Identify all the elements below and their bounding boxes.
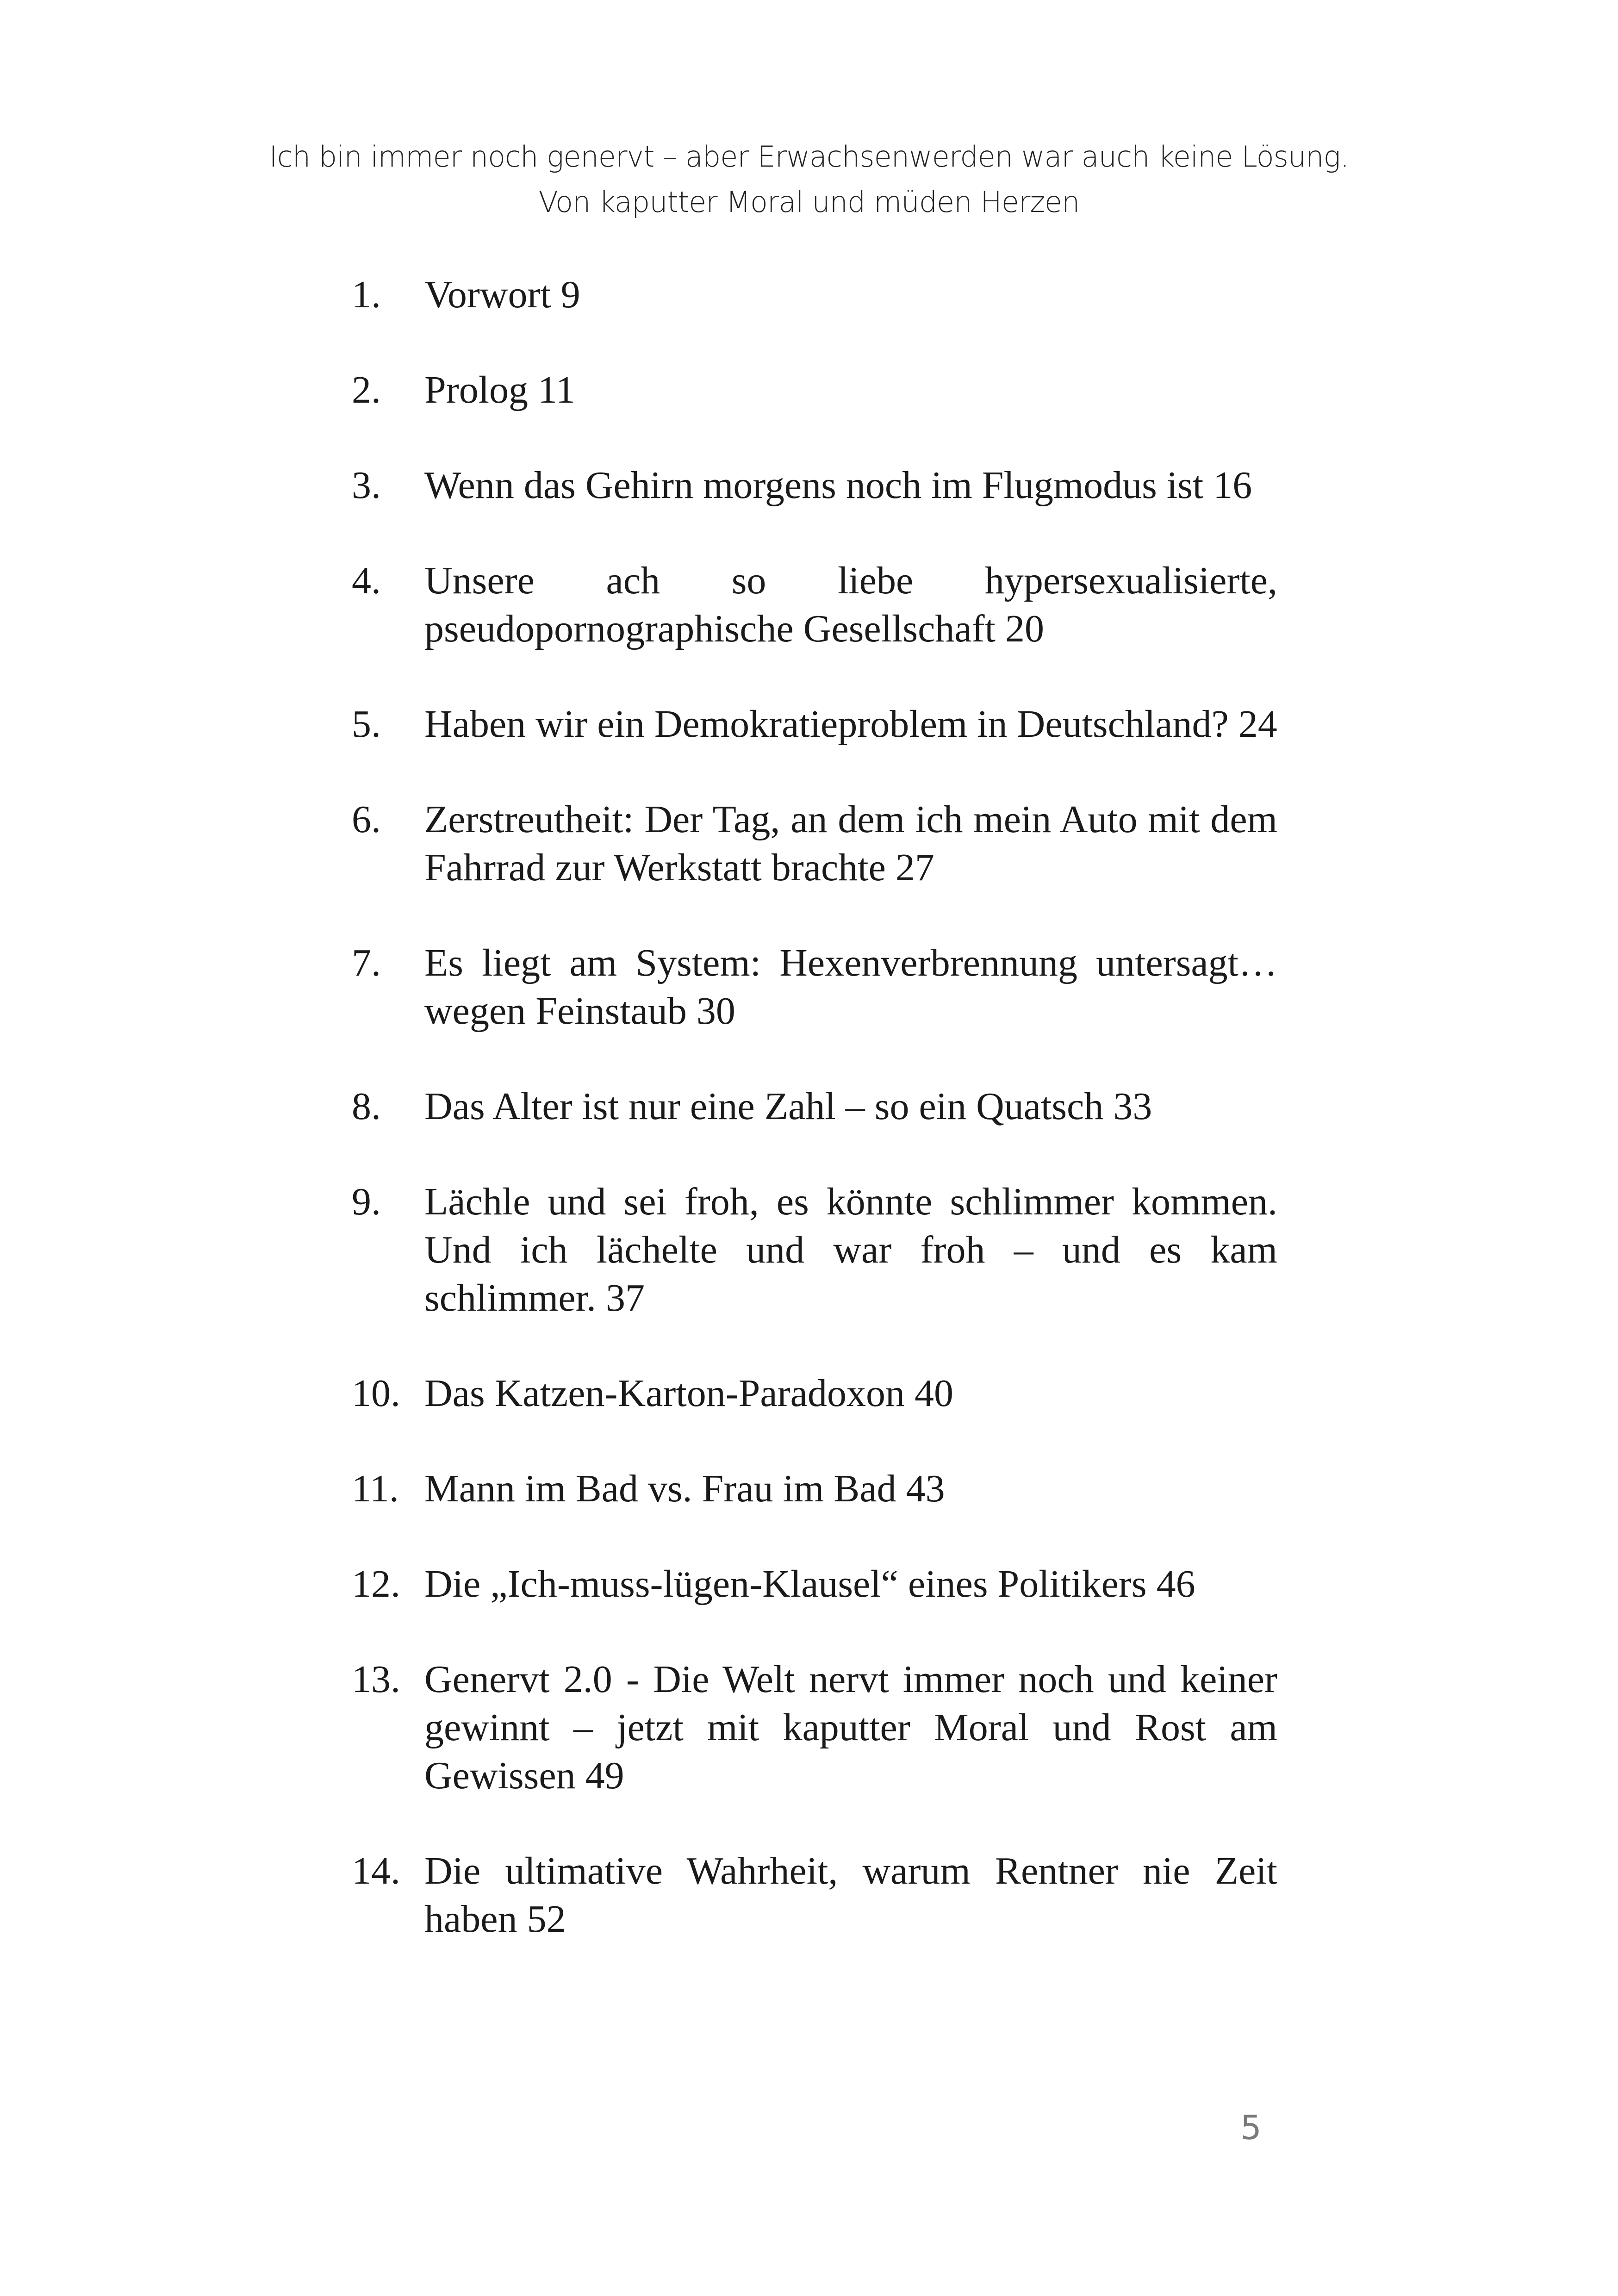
toc-item-title: Lächle und sei froh, es könnte schlimmer kommen. Und ich lächelte und war froh – und es kam schlimmer. 37 xyxy=(424,1180,1277,1319)
toc-item-number: 7. xyxy=(352,941,381,984)
toc-item-title: Zerstreutheit: Der Tag, an dem ich mein Auto mit dem Fahrrad zur Werkstatt brachte 27 xyxy=(424,798,1277,889)
toc-item-number: 6. xyxy=(352,798,381,841)
toc-item xyxy=(352,557,1277,653)
toc-item-number: 1. xyxy=(352,273,381,316)
toc-item-title: Genervt 2.0 - Die Welt nervt immer noch und keiner gewinnt – jetzt mit kaputter Moral und Rost am Gewissen 49 xyxy=(424,1658,1277,1797)
toc-item xyxy=(352,1178,1277,1322)
toc-item xyxy=(352,1369,1277,1418)
toc-item-title: Die ultimative Wahrheit, warum Rentner nie Zeit haben 52 xyxy=(424,1849,1277,1941)
toc-item xyxy=(352,939,1277,1035)
toc-item-number: 9. xyxy=(352,1180,381,1223)
toc-item-title: Das Alter ist nur eine Zahl – so ein Quatsch 33 xyxy=(424,1085,1152,1128)
running-header xyxy=(0,134,1618,225)
toc-item xyxy=(352,461,1277,510)
toc-item xyxy=(352,796,1277,892)
toc-item-title: Die „Ich-muss-lügen-Klausel“ eines Politikers 46 xyxy=(424,1562,1195,1605)
header-title-line: Ich bin immer noch genervt – aber Erwachsenwerden war auch keine Lösung. xyxy=(269,140,1349,174)
toc-item xyxy=(352,700,1277,748)
toc-item-title: Mann im Bad vs. Frau im Bad 43 xyxy=(424,1467,945,1510)
toc-item-number: 11. xyxy=(352,1467,399,1510)
toc-item xyxy=(352,271,1277,319)
toc-item xyxy=(352,1847,1277,1943)
toc-item-number: 14. xyxy=(352,1849,400,1892)
page-number: 5 xyxy=(1240,2108,1262,2147)
toc-item-number: 3. xyxy=(352,464,381,507)
toc-item xyxy=(352,1560,1277,1608)
header-subtitle-line: Von kaputter Moral und müden Herzen xyxy=(538,185,1080,219)
toc-item-number: 2. xyxy=(352,368,381,411)
toc-item-number: 5. xyxy=(352,703,381,746)
toc-item-title: Wenn das Gehirn morgens noch im Flugmodus ist 16 xyxy=(424,464,1252,507)
toc-item-number: 4. xyxy=(352,559,381,602)
toc-item-number: 13. xyxy=(352,1658,400,1701)
toc-item-title: Es liegt am System: Hexenverbrennung untersagt… wegen Feinstaub 30 xyxy=(424,941,1277,1033)
toc-item-number: 8. xyxy=(352,1085,381,1128)
table-of-contents xyxy=(352,271,1277,1943)
toc-item-number: 10. xyxy=(352,1372,400,1415)
toc-item xyxy=(352,1083,1277,1131)
toc-item-title: Haben wir ein Demokratieproblem in Deutschland? 24 xyxy=(424,703,1277,746)
toc-item-title: Das Katzen-Karton-Paradoxon 40 xyxy=(424,1372,953,1415)
toc-item-number: 12. xyxy=(352,1562,400,1605)
toc-item xyxy=(352,1655,1277,1800)
toc-item xyxy=(352,1465,1277,1513)
toc-item-title: Prolog 11 xyxy=(424,368,575,411)
toc-item xyxy=(352,366,1277,414)
toc-item-title: Unsere ach so liebe hypersexualisierte, pseudopornographische Gesellschaft 20 xyxy=(424,559,1277,650)
toc-item-title: Vorwort 9 xyxy=(424,273,580,316)
